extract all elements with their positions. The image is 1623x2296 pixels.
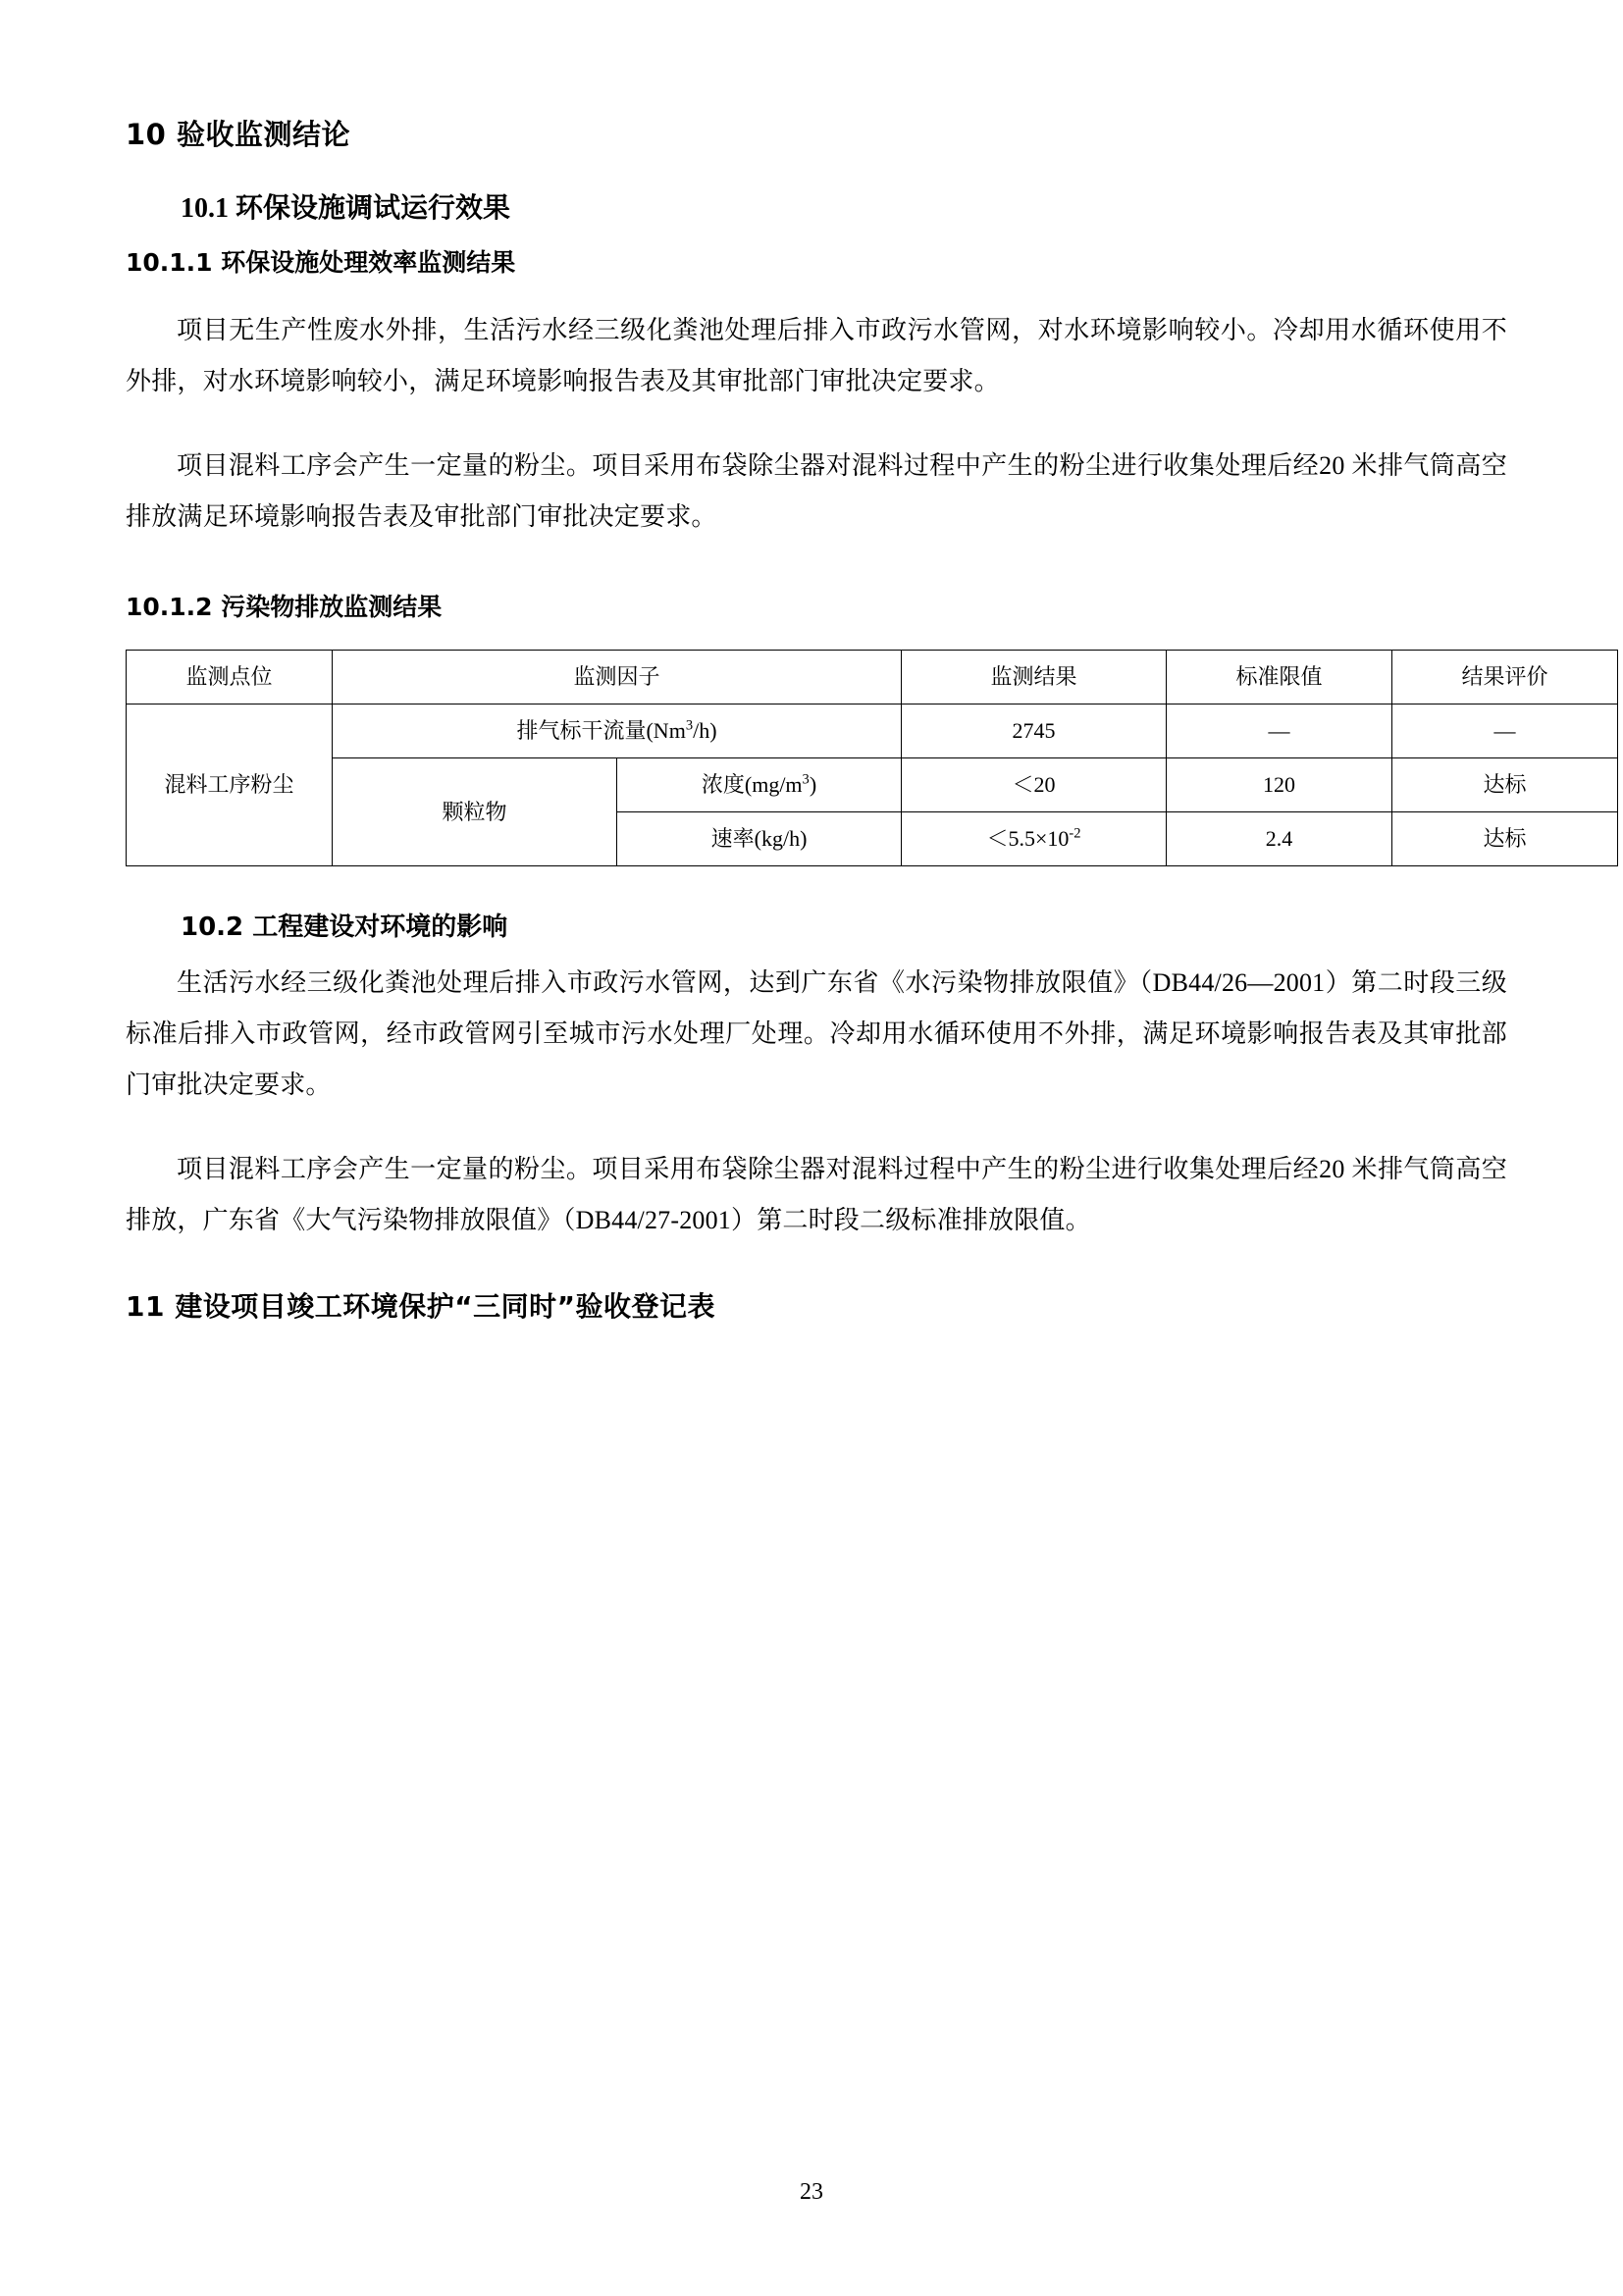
factor-flow-tail: /h) bbox=[693, 718, 717, 744]
table-header-result: 监测结果 bbox=[902, 651, 1167, 704]
table-row bbox=[127, 704, 1618, 758]
table-row bbox=[127, 758, 1618, 812]
table-cell-factor-concentration bbox=[617, 758, 902, 812]
table-cell-factor-flow bbox=[333, 704, 902, 758]
table-header-evaluation: 结果评价 bbox=[1392, 651, 1618, 704]
section-10-1-2-heading: 10.1.2 污染物排放监测结果 bbox=[126, 593, 443, 622]
table-cell-factor-group: 颗粒物 bbox=[333, 758, 617, 866]
section-10-heading: 10 验收监测结论 bbox=[126, 118, 350, 151]
spacer bbox=[126, 1130, 1507, 1144]
factor-conc-tail: ) bbox=[809, 772, 817, 798]
table-cell-result-rate bbox=[902, 812, 1167, 866]
paragraph-10-1-1-a: 项目无生产性废水外排，生活污水经三级化粪池处理后排入市政污水管网，对水环境影响较小。冷却用水循环使用不外排，对水环境影响较小，满足环境影响报告表及其审批部门审批决定要求。 bbox=[126, 316, 1507, 396]
factor-conc-sup: 3 bbox=[802, 771, 810, 788]
result-rate-text: ＜5.5×10 bbox=[986, 826, 1070, 852]
table-cell-limit-rate: 2.4 bbox=[1167, 812, 1392, 866]
section-10-1-1-heading: 10.1.1 环保设施处理效率监测结果 bbox=[126, 247, 516, 277]
table-cell-limit-concentration: 120 bbox=[1167, 758, 1392, 812]
factor-flow-sup: 3 bbox=[685, 717, 694, 734]
paragraph-10-1-1-b: 项目混料工序会产生一定量的粉尘。项目采用布袋除尘器对混料过程中产生的粉尘进行收集处理后经20 米排气筒高空排放满足环境影响报告表及审批部门审批决定要求。 bbox=[126, 451, 1507, 532]
pollutant-monitoring-table bbox=[126, 650, 1618, 866]
table-cell-point-label: 混料工序粉尘 bbox=[127, 704, 333, 866]
table-header-row bbox=[127, 651, 1618, 704]
table-cell-result-flow: 2745 bbox=[902, 704, 1167, 758]
paragraph-10-2-b: 项目混料工序会产生一定量的粉尘。项目采用布袋除尘器对混料过程中产生的粉尘进行收集处理后经20 米排气筒高空排放，广东省《大气污染物排放限值》（DB44/27-2001）第二时段二级标准排放限值。 bbox=[126, 1154, 1507, 1234]
spacer bbox=[126, 562, 1507, 592]
table-header-point: 监测点位 bbox=[127, 651, 333, 704]
section-10-1-heading: 10.1 环保设施调试运行效果 bbox=[181, 192, 511, 224]
table-cell-limit-flow: — bbox=[1167, 704, 1392, 758]
result-rate-sup: -2 bbox=[1069, 825, 1081, 842]
paragraph-10-2-a: 生活污水经三级化粪池处理后排入市政污水管网，达到广东省《水污染物排放限值》（DB44/26—2001）第二时段三级标准后排入市政管网，经市政管网引至城市污水处理厂处理。冷却用水循环使用不外排，满足环境影响报告表及其审批部门审批决定要求。 bbox=[126, 967, 1507, 1099]
table-cell-evaluation-concentration: 达标 bbox=[1392, 758, 1618, 812]
factor-flow-text: 排气标干流量(Nm bbox=[516, 718, 686, 744]
table-header-limit: 标准限值 bbox=[1167, 651, 1392, 704]
page-number: 23 bbox=[800, 2179, 823, 2205]
section-11-heading: 11 建设项目竣工环境保护“三同时”验收登记表 bbox=[126, 1289, 716, 1323]
table-cell-result-concentration: ＜20 bbox=[902, 758, 1167, 812]
spacer bbox=[126, 866, 1507, 912]
section-10-2-heading: 10.2 工程建设对环境的影响 bbox=[181, 913, 508, 943]
table-cell-factor-rate: 速率(kg/h) bbox=[617, 812, 902, 866]
spacer bbox=[126, 427, 1507, 441]
table-cell-evaluation-flow: — bbox=[1392, 704, 1618, 758]
table-cell-evaluation-rate: 达标 bbox=[1392, 812, 1618, 866]
table-header-factor: 监测因子 bbox=[333, 651, 902, 704]
factor-conc-text: 浓度(mg/m bbox=[701, 772, 803, 798]
